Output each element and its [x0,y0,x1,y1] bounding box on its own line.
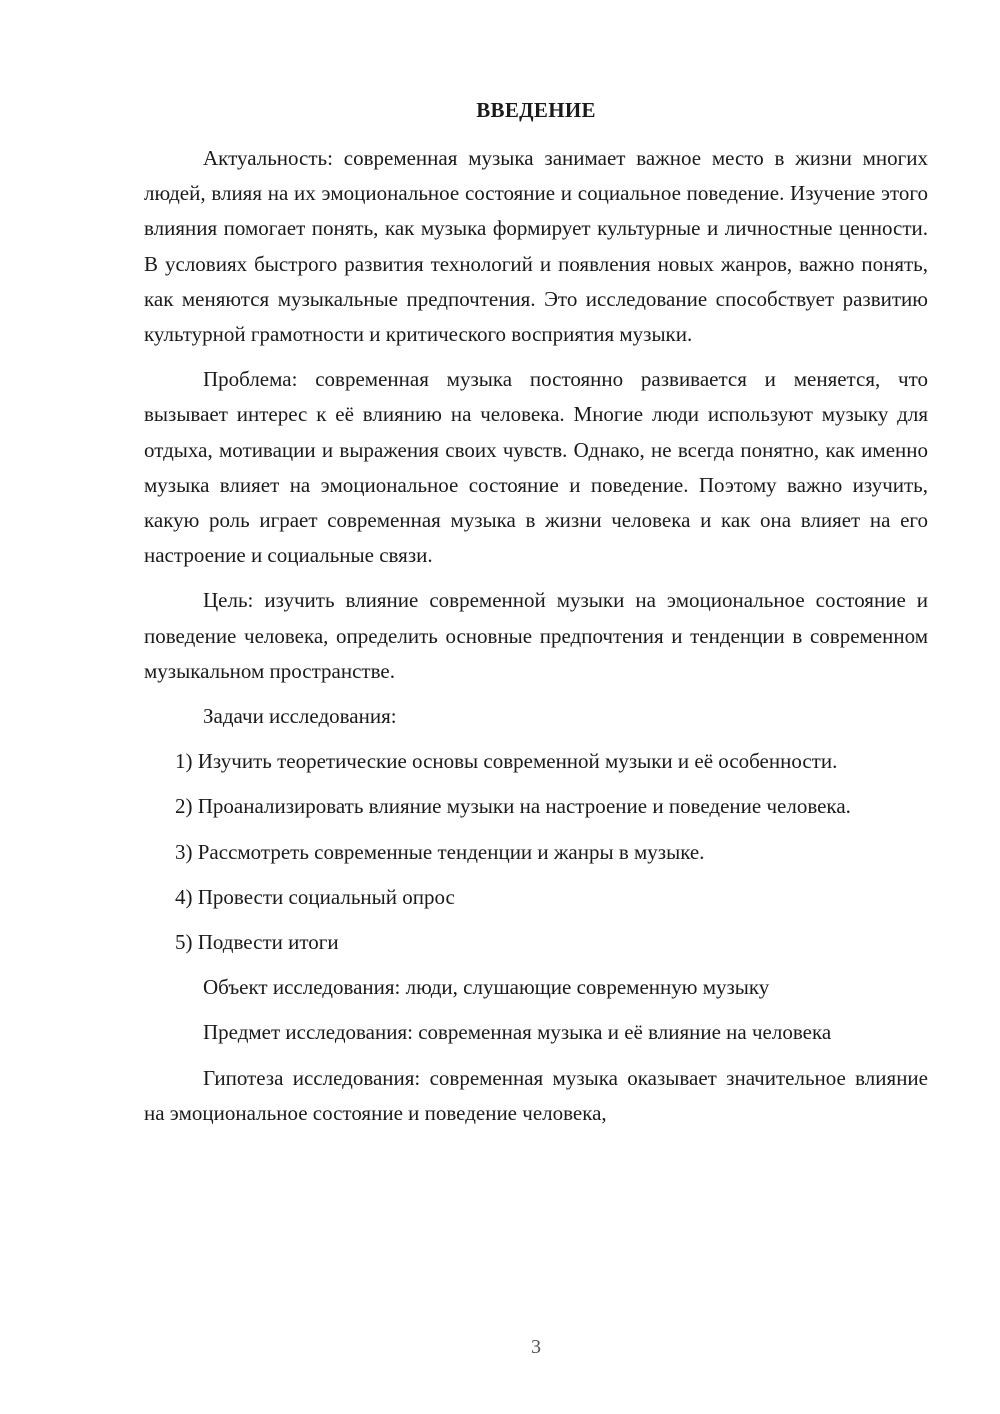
paragraph-goal: Цель: изучить влияние современной музыки на эмоциональное состояние и поведение человека, определить основные предпочтения и тенденции в современном музыкальном пространстве. [144,588,928,683]
task-item-2: 2) Проанализировать влияние музыки на настроение и поведение человека. [175,794,851,819]
task-item-3: 3) Рассмотреть современные тенденции и жанры в музыке. [175,839,705,864]
paragraph-problem: Проблема: современная музыка постоянно развивается и меняется, что вызывает интерес к её влиянию на человека. Многие люди используют музыку для отдыха, мотивации и выражения своих чувств. Однако, не всегда понятно, как именно музыка влияет на эмоциональное состояние и поведение. Поэтому важно изучить, какую роль играет современная музыка в жизни человека и как она влияет на его настроение и социальные связи. [144,367,928,568]
task-item-5: 5) Подвести итоги [175,930,339,955]
task-item-1: 1) Изучить теоретические основы современной музыки и её особенности. [175,749,838,774]
page-number: 3 [531,1336,541,1358]
paragraph-relevance: Актуальность: современная музыка занимает важное место в жизни многих людей, влияя на их эмоциональное состояние и социальное поведение. Изучение этого влияния помогает понять, как музыка формирует культурные и личностные ценности. В условиях быстрого развития технологий и появления новых жанров, важно понять, как меняются музыкальные предпочтения. Это исследование способствует развитию культурной грамотности и критического восприятия музыки. [144,146,928,347]
paragraph-subject: Предмет исследования: современная музыка и её влияние на человека [203,1020,832,1045]
document-body [144,141,928,1141]
paragraph-tasks-heading: Задачи исследования: [203,704,397,729]
paragraph-object: Объект исследования: люди, слушающие современную музыку [203,975,770,1000]
document-page [144,0,928,1414]
paragraph-hypothesis: Гипотеза исследования: современная музыка оказывает значительное влияние на эмоциональное состояние и поведение человека, [144,1065,928,1125]
section-title: ВВЕДЕНИЕ [476,98,596,122]
task-item-4: 4) Провести социальный опрос [175,884,455,909]
